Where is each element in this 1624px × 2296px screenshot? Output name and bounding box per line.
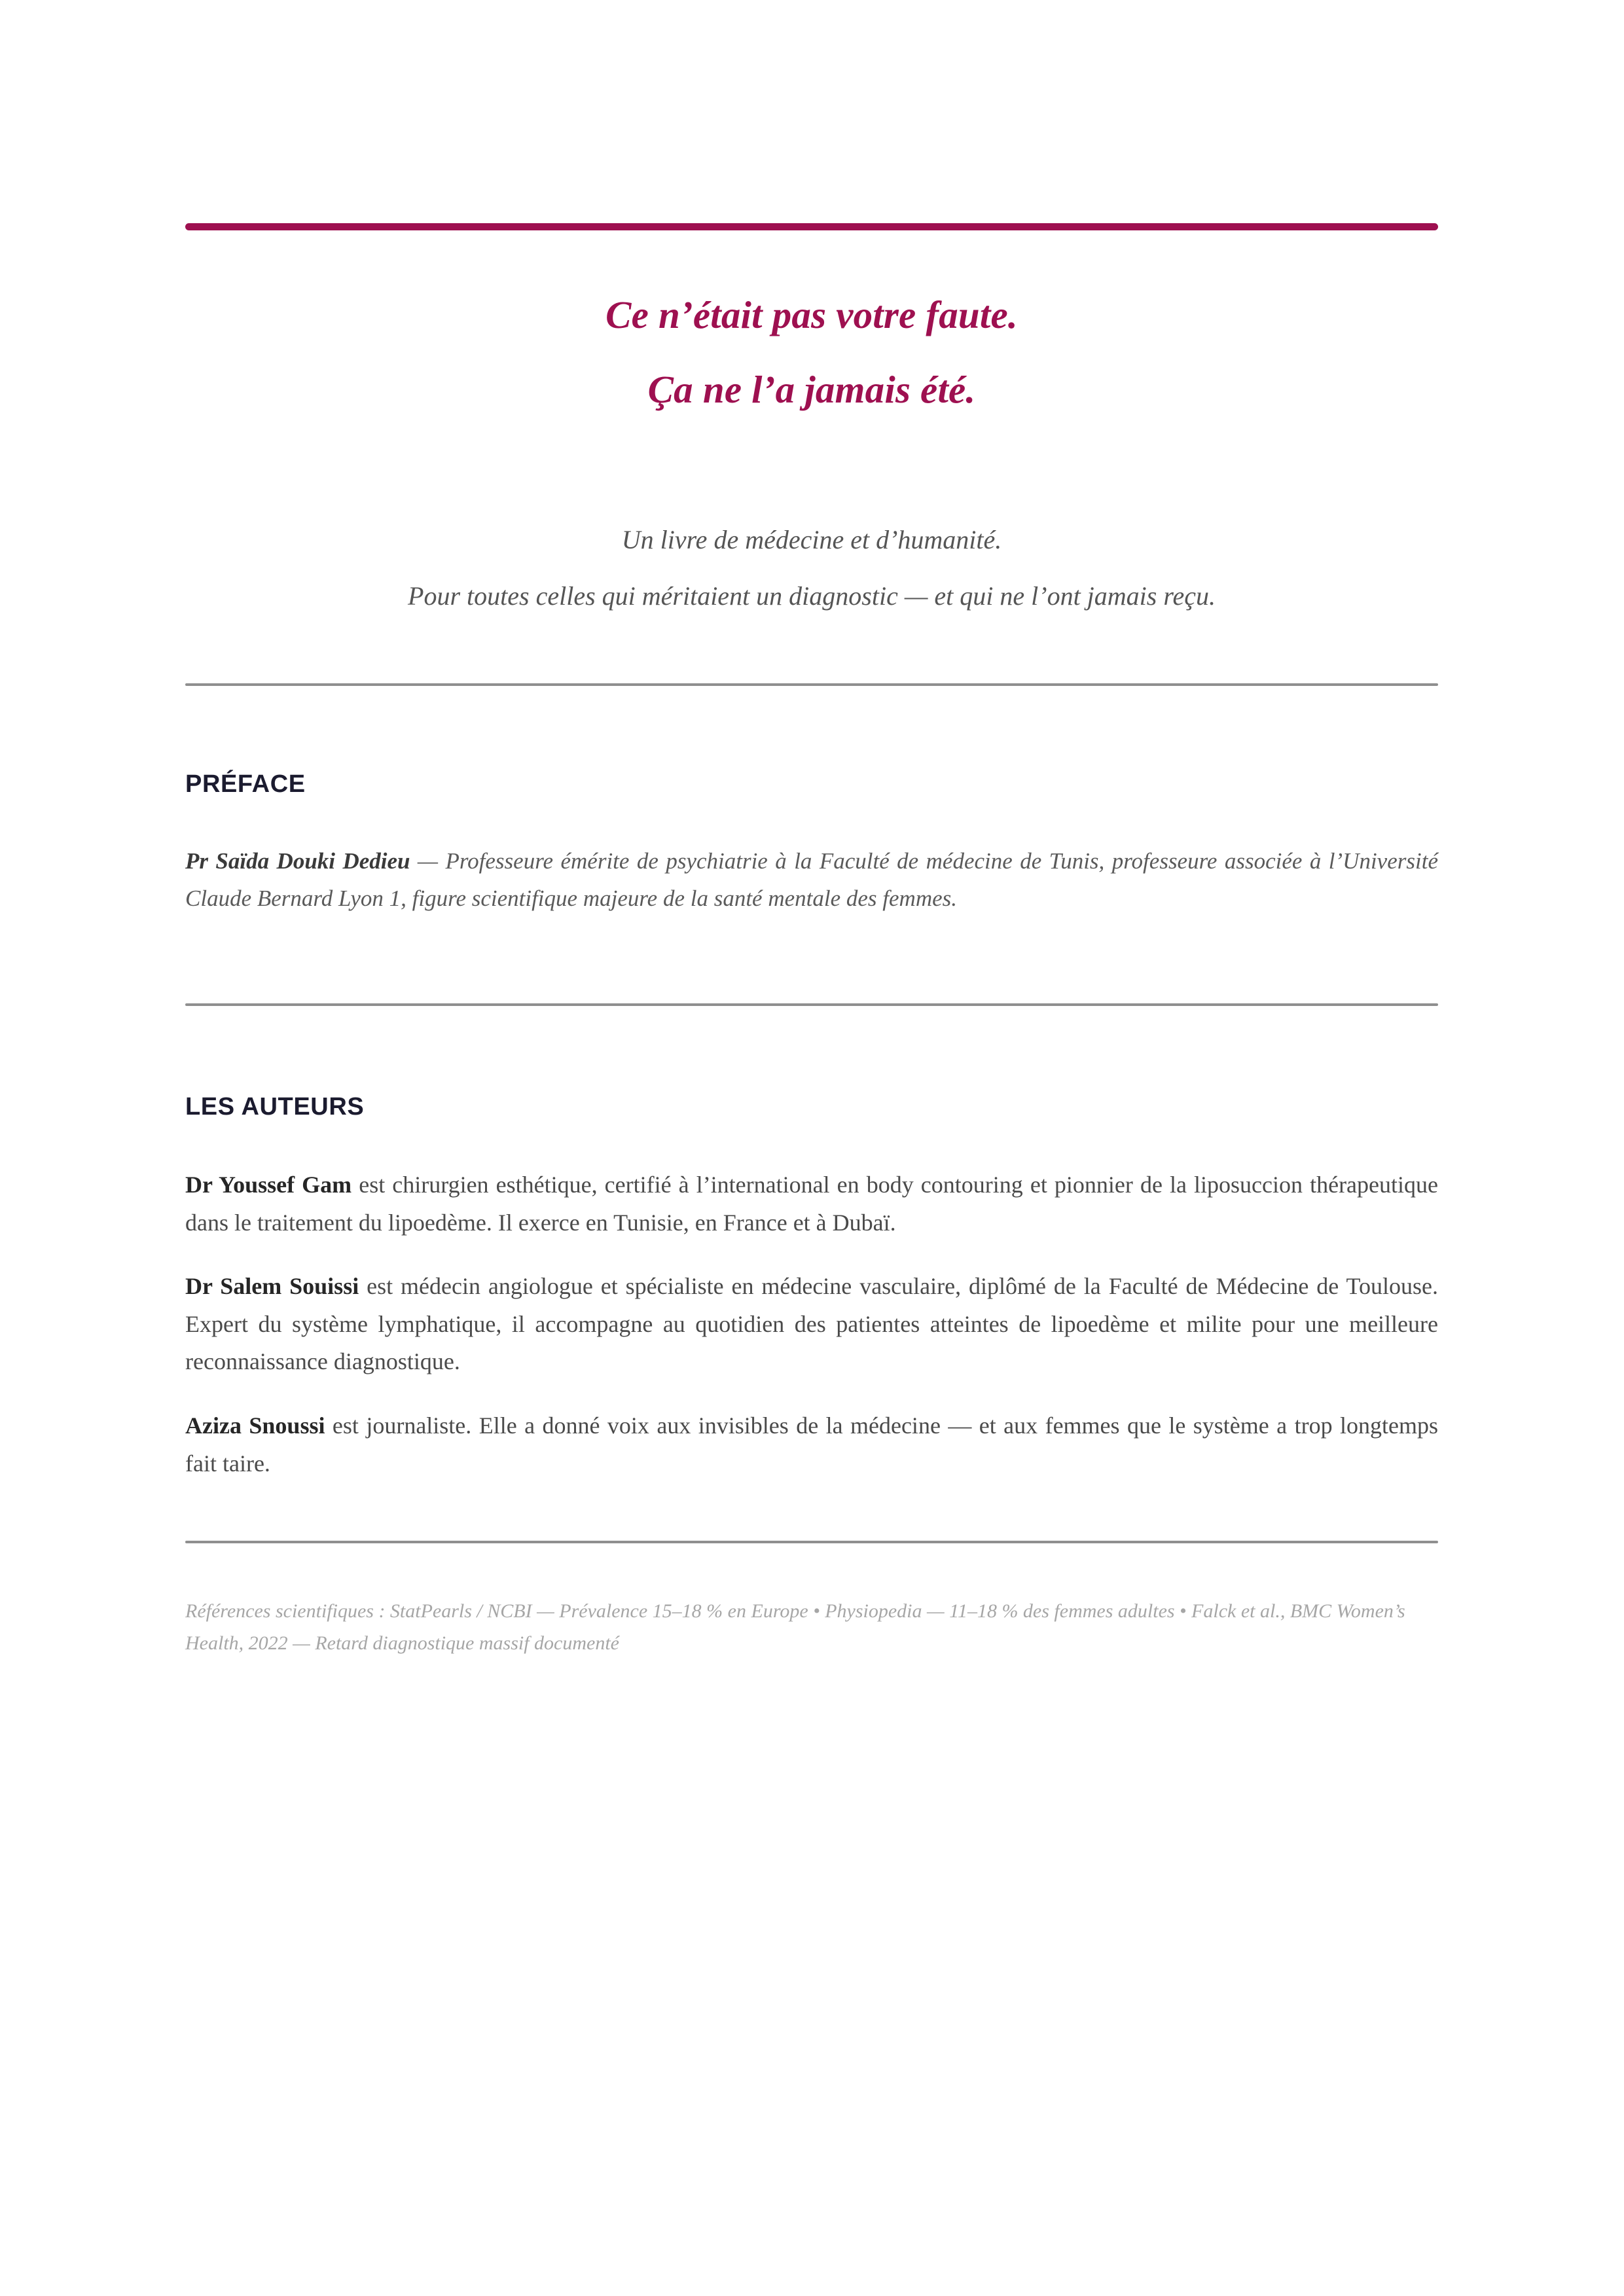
subtitle-line-1: Un livre de médecine et d’humanité. [621,525,1002,554]
author-entry [185,1407,1438,1482]
author-entry [185,1268,1438,1381]
author-description: est journaliste. Elle a donné voix aux invisibles de la médecine — et aux femmes que le système a trop longtemps fait taire. [185,1412,1438,1477]
divider-before-references [185,1541,1438,1543]
preface-author-name: Pr Saïda Douki Dedieu [185,848,410,874]
author-entry [185,1166,1438,1242]
authors-list [185,1166,1438,1482]
section-heading-preface: PRÉFACE [185,770,306,798]
author-description: est médecin angiologue et spécialiste en médecine vasculaire, diplômé de la Faculté de Médecine de Toulouse. Expert du système lymphatique, il accompagne au quotidien des patientes atteintes de lipoedème et milite pour une meilleure reconnaissance diagnostique. [185,1273,1438,1375]
author-description: est chirurgien esthétique, certifié à l’international en body contouring et pionnier de la liposuccion thérapeutique dans le traitement du lipoedème. Il exerce en Tunisie, en France et à Dubaï. [185,1172,1438,1236]
author-name: Dr Salem Souissi [185,1273,359,1300]
scientific-references: Références scientifiques : StatPearls / NCBI — Prévalence 15–18 % en Europe • Physiopedia — 11–18 % des femmes adultes • Falck et al., BMC Women’s Health, 2022 — Retard diagnostique massif documenté [185,1600,1405,1654]
divider-after-subtitle [185,683,1438,686]
author-name: Dr Youssef Gam [185,1172,352,1198]
section-heading-authors: LES AUTEURS [185,1093,365,1121]
title-line-1: Ce n’était pas votre faute. [605,293,1018,336]
title-block [185,293,1438,411]
subtitle-line-2: Pour toutes celles qui méritaient un diagnostic — et qui ne l’ont jamais reçu. [408,581,1216,611]
divider-after-preface [185,1003,1438,1006]
preface-author-description: — Professeure émérite de psychiatrie à la Faculté de médecine de Tunis, professeure associée à l’Université Claude Bernard Lyon 1, figure scientifique majeure de la santé mentale des femmes. [185,848,1438,911]
author-name: Aziza Snoussi [185,1412,325,1439]
title-line-2: Ça ne l’a jamais été. [647,368,976,411]
preface-paragraph [185,843,1438,917]
accent-rule-top [185,223,1438,230]
subtitle-block [185,527,1438,609]
